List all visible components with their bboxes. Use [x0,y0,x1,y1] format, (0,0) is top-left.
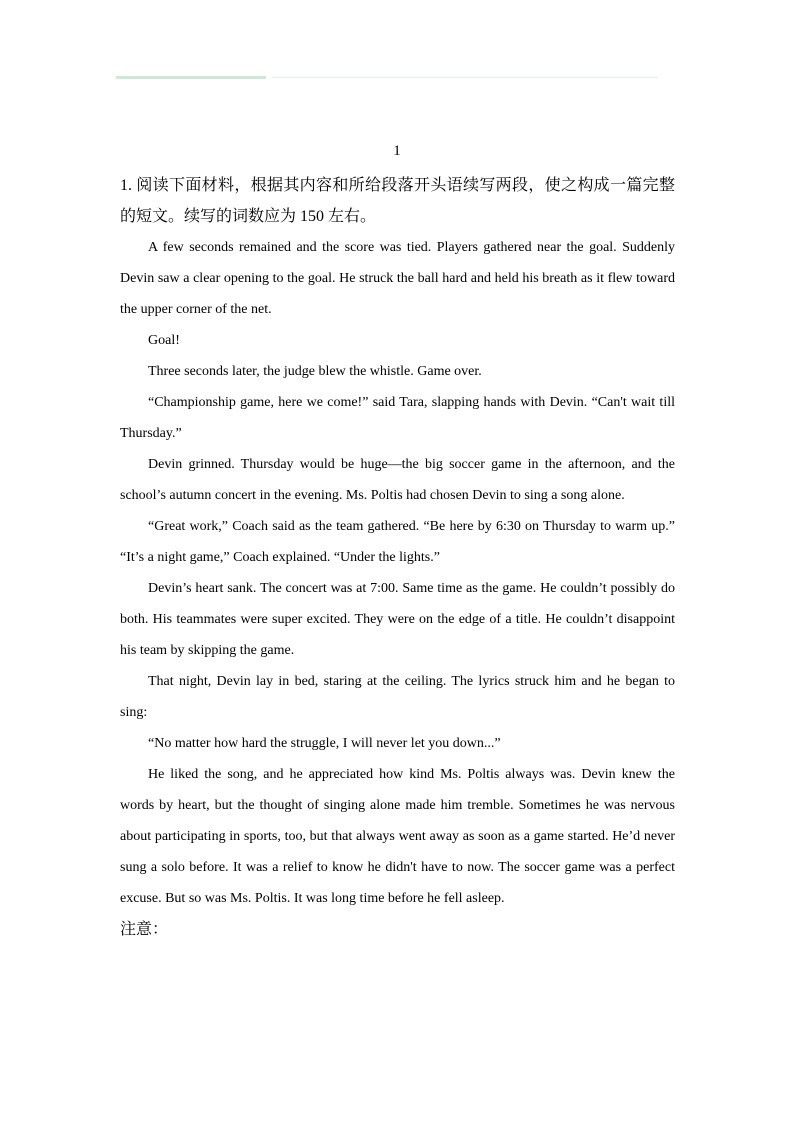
page-number: 1 [393,143,401,159]
header-rule-line [272,77,658,78]
header-rule-accent [116,76,266,79]
passage-paragraph: That night, Devin lay in bed, staring at the ceiling. The lyrics struck him and he began to sing: [120,674,675,720]
note-label: 注意： [120,921,169,938]
passage-paragraph: “No matter how hard the struggle, I will never let you down...” [148,736,501,751]
passage-paragraph: “Championship game, here we come!” said Tara, slapping hands with Devin. “Can't wait till Thursday.” [120,395,675,441]
passage-paragraph: Devin’s heart sank. The concert was at 7:00. Same time as the game. He couldn’t possibly do both. His teammates were super excited. They were on the edge of a title. He couldn’t disappoint his team by skipping the game. [120,581,675,658]
question-prompt: 1. 阅读下面材料，根据其内容和所给段落开头语续写两段，使之构成一篇完整的短文。续写的词数应为 150 左右。 [120,177,675,225]
header-rule [116,76,658,79]
passage-paragraph: “Great work,” Coach said as the team gathered. “Be here by 6:30 on Thursday to warm up.” “It’s a night game,” Coach explained. “Under the lights.” [120,519,675,565]
passage-paragraph: He liked the song, and he appreciated how kind Ms. Poltis always was. Devin knew the words by heart, but the thought of singing alone made him tremble. Sometimes he was nervous about participating in sports, too, but that always went away as soon as a game started. He’d never sung a solo before. It was a relief to know he didn't have to now. The soccer game was a perfect excuse. But so was Ms. Poltis. It was long time before he fell asleep. [120,767,675,906]
passage-paragraph: Goal! [148,333,180,348]
passage-paragraph: A few seconds remained and the score was tied. Players gathered near the goal. Suddenly Devin saw a clear opening to the goal. He struck the ball hard and held his breath as it flew toward the upper corner of the net. [120,240,675,317]
passage-paragraph: Devin grinned. Thursday would be huge—the big soccer game in the afternoon, and the school’s autumn concert in the evening. Ms. Poltis had chosen Devin to sing a song alone. [120,457,675,503]
document-body [120,170,675,945]
passage-paragraph: Three seconds later, the judge blew the whistle. Game over. [148,364,482,379]
